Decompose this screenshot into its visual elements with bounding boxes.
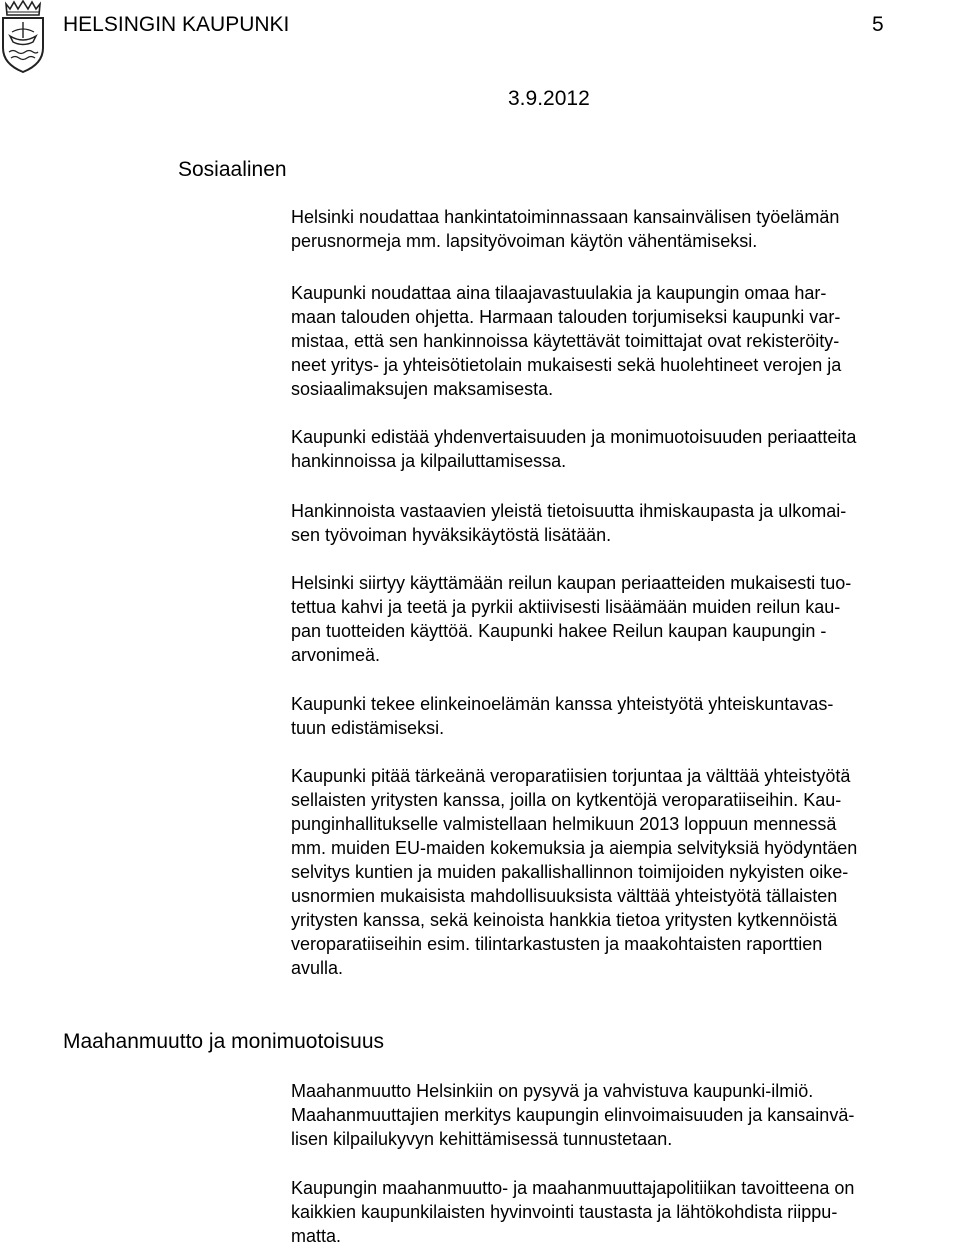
page-number: 5 xyxy=(872,13,884,36)
text-line: Helsinki siirtyy käyttämään reilun kaupan periaatteiden mukaisesti tuo- xyxy=(291,573,852,593)
text-line: sen työvoiman hyväksikäytöstä lisätään. xyxy=(291,525,612,545)
paragraph xyxy=(291,281,956,401)
text-line: lisen kilpailukyvyn kehittämisessä tunnustetaan. xyxy=(291,1129,673,1149)
text-line: Hankinnoista vastaavien yleistä tietoisuutta ihmiskaupasta ja ulkomai- xyxy=(291,501,847,521)
text-line: sosiaalimaksujen maksamisesta. xyxy=(291,379,554,399)
text-line: Maahanmuuttajien merkitys kaupungin elinvoimaisuuden ja kansainvä- xyxy=(291,1105,855,1125)
text-line: yritysten kanssa, sekä keinoista hankkia tietoa yritysten kytkennöistä xyxy=(291,910,838,930)
text-line: Helsinki noudattaa hankintatoiminnassaan kansainvälisen työelämän xyxy=(291,207,840,227)
section-heading-sosiaalinen: Sosiaalinen xyxy=(178,158,287,181)
paragraph xyxy=(291,571,956,667)
text-line: mm. muiden EU-maiden kokemuksia ja aiempia selvityksiä hyödyntäen xyxy=(291,838,858,858)
helsinki-coat-of-arms-icon xyxy=(0,0,46,74)
text-line: arvonimeä. xyxy=(291,645,381,665)
text-line: Kaupunki tekee elinkeinoelämän kanssa yhteistyötä yhteiskuntavas- xyxy=(291,694,834,714)
paragraph xyxy=(291,692,956,740)
text-line: Kaupunki noudattaa aina tilaajavastuulakia ja kaupungin omaa har- xyxy=(291,283,827,303)
text-line: tuun edistämiseksi. xyxy=(291,718,445,738)
text-line: Kaupunki pitää tärkeänä veroparatiisien torjuntaa ja välttää yhteistyötä xyxy=(291,766,851,786)
text-line: perusnormeja mm. lapsityövoiman käytön vähentämiseksi. xyxy=(291,231,758,251)
text-line: neet yritys- ja yhteisötietolain mukaisesti sekä huolehtineet verojen ja xyxy=(291,355,842,375)
text-line: Maahanmuutto Helsinkiin on pysyvä ja vahvistuva kaupunki-ilmiö. xyxy=(291,1081,814,1101)
text-line: punginhallitukselle valmistellaan helmikuun 2013 loppuun mennessä xyxy=(291,814,837,834)
section-heading-maahanmuutto: Maahanmuutto ja monimuotoisuus xyxy=(63,1030,385,1053)
text-line: kaikkien kaupunkilaisten hyvinvointi taustasta ja lähtökohdista riippu- xyxy=(291,1202,838,1222)
text-line: Kaupunki edistää yhdenvertaisuuden ja monimuotoisuuden periaatteita xyxy=(291,427,857,447)
paragraph xyxy=(291,1079,956,1151)
text-line: Kaupungin maahanmuutto- ja maahanmuuttajapolitiikan tavoitteena on xyxy=(291,1178,855,1198)
document-date: 3.9.2012 xyxy=(508,87,590,110)
text-line: matta. xyxy=(291,1226,342,1246)
text-line: tettua kahvi ja teetä ja pyrkii aktiivisesti lisäämään muiden reilun kau- xyxy=(291,597,841,617)
paragraph xyxy=(291,425,956,473)
paragraph xyxy=(291,1176,956,1248)
paragraph xyxy=(291,205,956,253)
organization-name: HELSINGIN KAUPUNKI xyxy=(63,13,290,36)
text-line: avulla. xyxy=(291,958,344,978)
text-line: veroparatiiseihin esim. tilintarkastusten ja maakohtaisten raporttien xyxy=(291,934,823,954)
text-line: sellaisten yritysten kanssa, joilla on kytkentöjä veroparatiiseihin. Kau- xyxy=(291,790,842,810)
paragraph xyxy=(291,764,956,980)
text-line: usnormien mukaisista mahdollisuuksista välttää yhteistyötä tällaisten xyxy=(291,886,838,906)
text-line: maan talouden ohjetta. Harmaan talouden torjumiseksi kaupunki var- xyxy=(291,307,841,327)
text-line: pan tuotteiden käyttöä. Kaupunki hakee Reilun kaupan kaupungin - xyxy=(291,621,827,641)
text-line: hankinnoissa ja kilpailuttamisessa. xyxy=(291,451,567,471)
text-line: mistaa, että sen hankinnoissa käytettävät toimittajat ovat rekisteröity- xyxy=(291,331,840,351)
paragraph xyxy=(291,499,956,547)
text-line: selvitys kuntien ja muiden pakallishallinnon toimijoiden nykyisten oike- xyxy=(291,862,849,882)
